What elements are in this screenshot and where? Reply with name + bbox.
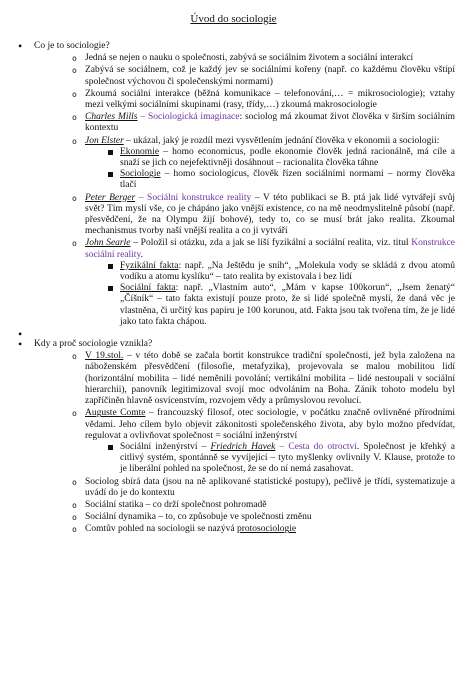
item-text: Sociální dynamika – to, co způsobuje ve společnosti změnu [85, 512, 312, 523]
work-title: Konstrukce sociální reality [85, 238, 455, 260]
item-text: Zabývá se sociálnem, což je každý jev se sociálními kořeny (např. co každému člověku vštípí společnost výchovou či společenskými normami) [85, 65, 455, 87]
sub-item-term: Sociální fakta [120, 283, 176, 294]
separator: – [137, 112, 148, 123]
sub-item [105, 261, 455, 283]
sub-item-text: : např. „Na Ještědu je sníh“, „Molekula vody se skládá z dvou atomů vodíku a atomu kyslíku“ – tato realita by existovala i bez lidí [120, 260, 455, 283]
list-item [48, 408, 455, 475]
item-text: – ukázal, jaký je rozdíl mezi vysvětlením jednání člověka v ekonomii a sociologii: [123, 135, 440, 146]
separator: – [135, 192, 148, 203]
sub-item [105, 147, 455, 169]
list-item [48, 65, 455, 87]
section-what-is-sociology [12, 41, 455, 328]
sub-item [105, 283, 455, 328]
item-text: – v této době se začala bortit konstrukce tradiční společnosti, jež byla založena na náboženském přesvědčení (filosofie, metafyzika), projevovala se malou mobilitou lidí (horizontální mobilita – lidé neměnili povolání; vertikální mobilita – lidé nestoupali v sociální hierarchii), panovník legitimizoval svojí moc odvoláním na Boha. Zánik tohoto modelu byl zapříčiněn hlavně osvícenstvím, rozvojem vědy a průmyslovou revolucí. [85, 351, 455, 407]
item-text: Jedná se nejen o nauku o společnosti, zabývá se sociálním životem a sociální interakcí [85, 53, 414, 64]
list-item [48, 53, 455, 64]
list-item [48, 193, 455, 238]
section-origin [12, 339, 455, 535]
separator: – [275, 441, 289, 452]
sub-item-term: Fyzikální fakta [120, 260, 179, 271]
item-term: protosociologie [236, 524, 297, 535]
item-text: : sociolog má zkoumat život člověka v širším sociálním kontextu [85, 112, 455, 134]
work-title: Sociologická imaginace [147, 112, 240, 123]
author-name: Friedrich Havek [210, 441, 276, 452]
section-heading: Co je to sociologie? [34, 41, 110, 51]
item-text: Sociolog sbírá data (jsou na ně aplikované statistické postupy), pečlivě je třídí, systematizuje a uvádí do je do kontextu [85, 476, 455, 498]
item-term: V 19.stol. [85, 351, 124, 362]
sub-item-text: – homo economicus, podle ekonomie člověk jedná racionálně, má cíle a snaží se jich co nejefektivněji dosáhnout – racionalita člověka táhne [120, 146, 455, 169]
sub-items [85, 261, 455, 328]
sub-item-text: . Společnost je křehký a citlivý systém, spontánně se vyvíjející – tyto myšlenky ovlivnily V. Klause, protože to je liberální pohled na společnost, že se do ní nemá zasahovat. [120, 441, 455, 475]
item-text: Sociální statika – co drží společnost pohromadě [85, 499, 267, 510]
work-title: Cesta do otroctví [288, 441, 357, 452]
item-text: Comtův pohled na sociologii se nazývá [85, 524, 237, 535]
sub-item-term: Sociologie [120, 169, 161, 180]
sub-item-text: – homo sociologicus, člověk řízen sociálními normami – normy člověka tlačí [120, 169, 455, 191]
list-item [48, 238, 455, 328]
list-item [48, 89, 455, 111]
list-item [48, 500, 455, 511]
sub-item [105, 169, 455, 191]
section-items [34, 351, 455, 535]
outline [12, 41, 455, 536]
sub-item-text: : např. „Vlastním auto“, „Mám v kapse 100korun“, „Jsem ženatý“ „Číšník“ – tato fakta existují pouze proto, že si lidé společně myslí, že daná věc je vlastněna, či určitý kus papíru je 100 korunou, atd. Fakta jsou tak tvořena tím, že je lidé jako tato fakta chápou. [120, 283, 455, 327]
sub-items [85, 147, 455, 192]
item-tail: . [140, 249, 143, 260]
section-gap [12, 329, 455, 339]
item-text: – francouzský filosof, otec sociologie, v počátku značně ovlivněné přírodními vědami. Jeho cílem bylo objevit zákonitosti společenského života, aby bylo možno předvídat, regulovat a ovlivňovat společnost = sociální inženýrství [85, 408, 455, 441]
sub-item-lead: Sociální inženýrství – [120, 441, 211, 452]
list-item [48, 136, 455, 192]
list-item [48, 524, 455, 535]
sub-item-term: Ekonomie [120, 146, 160, 157]
list-item [48, 351, 455, 407]
sub-item [105, 442, 455, 476]
list-item [48, 512, 455, 523]
author-name: Peter Berger [85, 192, 136, 203]
sub-items [85, 442, 455, 476]
author-name: Charles Mills [85, 112, 138, 123]
author-name: Auguste Comte [85, 408, 146, 419]
section-heading: Kdy a proč sociologie vznikla? [34, 339, 153, 350]
author-name: John Searle [85, 238, 131, 249]
list-item [48, 477, 455, 499]
author-name: Jon Elster [85, 135, 124, 146]
item-text: – Položil si otázku, zda a jak se liší fyzikální a sociální realita, viz. titul [130, 238, 412, 249]
item-text: Zkoumá sociální interakce (běžná komunikace – telefonování,… = mikrosociologie); vztahy mezi velkými sociálními skupinami (rasy, třídy,…) zkoumá makrosociologie [85, 88, 455, 111]
section-items [34, 53, 455, 328]
document-title: Úvod do sociologie [190, 13, 277, 25]
item-text: – V této publikaci se B. ptá jak lidé vytvářejí svůj svět? Tím myslí vše, co je chápáno jako vnější existence, co na mě neodmyslitelně působí (např. přesvědčení, že na Olympu žijí bohové), tedy to, co se musí brát jako realita. Zkoumal mechanismus tvorby naší vnější realita a co ji vytváří [85, 192, 455, 237]
list-item [48, 112, 455, 134]
work-title: Sociální konstrukce reality [147, 192, 252, 203]
